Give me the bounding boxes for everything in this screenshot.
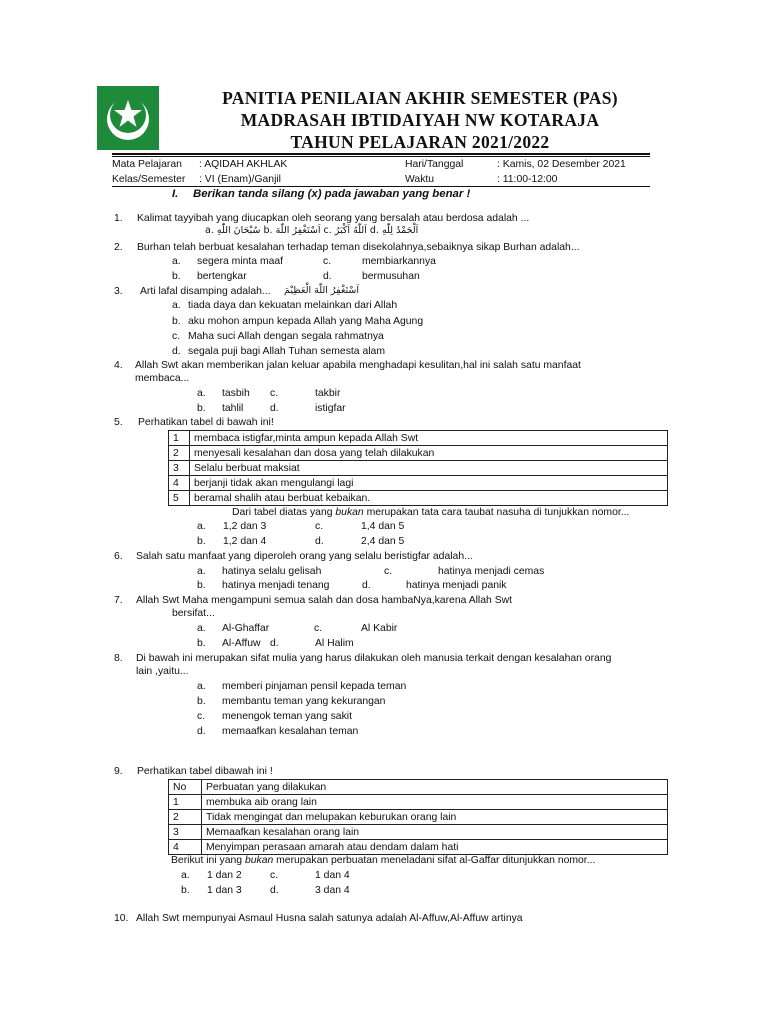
- q7-d-text: Al Halim: [315, 638, 354, 649]
- q3-d-text: segala puji bagi Allah Tuhan semesta alam: [188, 346, 385, 357]
- table-cell-text: Selalu berbuat maksiat: [190, 461, 668, 476]
- table-row: [169, 810, 668, 825]
- table-cell-text: Memaafkan kesalahan orang lain: [202, 825, 668, 840]
- kelas-value: : VI (Enam)/Ganjil: [199, 174, 281, 185]
- section-number: I.: [172, 188, 179, 200]
- q5-text: Perhatikan tabel di bawah ini!: [138, 417, 274, 428]
- mapel-value: : AQIDAH AKHLAK: [199, 159, 288, 170]
- q9-a-label: a.: [181, 870, 190, 881]
- q2-number: 2.: [114, 242, 123, 253]
- hari-label: Hari/Tanggal: [405, 159, 464, 170]
- header-rule-top: [112, 153, 650, 155]
- q4-a-label: a.: [197, 388, 206, 399]
- q5-table: [168, 430, 668, 506]
- q5-b-label: b.: [197, 536, 206, 547]
- q5-d-text: 2,4 dan 5: [361, 536, 405, 547]
- table-cell-no: 1: [169, 431, 190, 446]
- q7-c-label: c.: [314, 623, 323, 634]
- waktu-value: : 11:00-12:00: [497, 174, 558, 185]
- q8-b-text: membantu teman yang kekurangan: [222, 696, 386, 707]
- q6-d-label: d.: [362, 580, 371, 591]
- q4-number: 4.: [114, 360, 123, 371]
- q10-text: Allah Swt mempunyai Asmaul Husna salah satunya adalah Al-Affuw,Al-Affuw artinya: [136, 913, 523, 924]
- q8-d-text: memaafkan kesalahan teman: [222, 726, 359, 737]
- q9-c-label: c.: [270, 870, 279, 881]
- table-cell-no: 2: [169, 810, 202, 825]
- q7-text-2: bersifat...: [172, 608, 215, 619]
- q8-d-label: d.: [197, 726, 206, 737]
- q2-text: Burhan telah berbuat kesalahan terhadap teman disekolahnya,sebaiknya sikap Burhan adalah...: [137, 242, 580, 253]
- q9-c-text: 1 dan 4: [315, 870, 350, 881]
- q3-arabic: اَسْتَغْفِرُ اللّٰهَ الْعَظِيْمَ: [284, 285, 360, 296]
- table-row: [169, 795, 668, 810]
- table-row: [169, 825, 668, 840]
- q4-b-text: tahlil: [222, 403, 244, 414]
- q7-number: 7.: [114, 595, 123, 606]
- q1-number: 1.: [114, 213, 123, 224]
- table-cell-no: 3: [169, 461, 190, 476]
- q4-c-text: takbir: [315, 388, 341, 399]
- q5-c-text: 1,4 dan 5: [361, 521, 405, 532]
- q9-after-pre: Berikut ini yang: [171, 855, 245, 866]
- q9-d-label: d.: [270, 885, 279, 896]
- q3-number: 3.: [114, 286, 123, 297]
- q6-text: Salah satu manfaat yang diperoleh orang yang selalu beristigfar adalah...: [136, 551, 473, 562]
- q8-c-label: c.: [197, 711, 206, 722]
- table-cell-text: membaca istigfar,minta ampun kepada Allah Swt: [190, 431, 668, 446]
- q3-b-label: b.: [172, 316, 181, 327]
- q2-c-text: membiarkannya: [362, 256, 436, 267]
- header-line-3: TAHUN PELAJARAN 2021/2022: [290, 132, 550, 152]
- table-cell-text: beramal shalih atau berbuat kebaikan.: [190, 491, 668, 506]
- q6-b-label: b.: [197, 580, 206, 591]
- q5-number: 5.: [114, 417, 123, 428]
- table-cell-text: Menyimpan perasaan amarah atau dendam dalam hati: [202, 840, 668, 855]
- q7-c-text: Al Kabir: [361, 623, 398, 634]
- q7-d-label: d.: [270, 638, 279, 649]
- q6-c-text: hatinya menjadi cemas: [438, 566, 545, 577]
- table-header-text: Perbuatan yang dilakukan: [202, 780, 668, 795]
- section-instruction: Berikan tanda silang (x) pada jawaban yang benar !: [193, 188, 471, 200]
- table-cell-text: Tidak mengingat dan melupakan keburukan orang lain: [202, 810, 668, 825]
- table-cell-text: membuka aib orang lain: [202, 795, 668, 810]
- mapel-label: Mata Pelajaran: [112, 159, 182, 170]
- info-rule: [112, 186, 650, 187]
- table-cell-no: 1: [169, 795, 202, 810]
- q2-d-label: d.: [323, 271, 332, 282]
- q4-text: Allah Swt akan memberikan jalan keluar apabila menghadapi kesulitan,hal ini salah satu manfaat: [135, 360, 581, 371]
- q9-after-post: merupakan perbuatan meneladani sifat al-Gaffar ditunjukkan nomor...: [273, 855, 596, 866]
- q3-c-text: Maha suci Allah dengan segala rahmatnya: [188, 331, 384, 342]
- q5-after-text: [232, 506, 629, 519]
- q8-c-text: menengok teman yang sakit: [222, 711, 352, 722]
- q8-b-label: b.: [197, 696, 206, 707]
- header-line-1: PANITIA PENILAIAN AKHIR SEMESTER (PAS): [222, 88, 618, 108]
- q1-options: a. سُبْحَانَ اللّٰهِ b. اَسْتَغْفِرُ اللّٰهَ c. اَللّٰهُ اَكْبَرُ d. اَلْحَمْدُ لِلّٰهِ: [205, 225, 419, 236]
- q9-text: Perhatikan tabel dibawah ini !: [137, 766, 273, 777]
- hari-value: : Kamis, 02 Desember 2021: [497, 159, 626, 170]
- table-cell-no: 5: [169, 491, 190, 506]
- table-cell-text: berjanji tidak akan mengulangi lagi: [190, 476, 668, 491]
- q7-b-label: b.: [197, 638, 206, 649]
- table-header-row: [169, 780, 668, 795]
- q8-text: Di bawah ini merupakan sifat mulia yang harus dilakukan oleh manusia terkait dengan kesalahan orang: [136, 653, 612, 664]
- q3-c-label: c.: [172, 331, 181, 342]
- table-row: [169, 840, 668, 855]
- table-cell-no: 2: [169, 446, 190, 461]
- q8-a-label: a.: [197, 681, 206, 692]
- q6-c-label: c.: [384, 566, 393, 577]
- q5-a-label: a.: [197, 521, 206, 532]
- table-row: [169, 491, 668, 506]
- q3-a-text: tiada daya dan kekuatan melainkan dari Allah: [188, 300, 398, 311]
- q5-b-text: 1,2 dan 4: [223, 536, 267, 547]
- table-row: [169, 476, 668, 491]
- table-header-no: No: [169, 780, 202, 795]
- q4-a-text: tasbih: [222, 388, 250, 399]
- q3-text: Arti lafal disamping adalah...: [140, 286, 271, 297]
- q3-d-label: d.: [172, 346, 181, 357]
- table-cell-no: 4: [169, 476, 190, 491]
- kelas-label: Kelas/Semester: [112, 174, 186, 185]
- table-cell-text: menyesali kesalahan dan dosa yang telah dilakukan: [190, 446, 668, 461]
- q2-a-text: segera minta maaf: [197, 256, 284, 267]
- q4-c-label: c.: [270, 388, 279, 399]
- q3-b-text: aku mohon ampun kepada Allah yang Maha Agung: [188, 316, 424, 327]
- q9-d-text: 3 dan 4: [315, 885, 350, 896]
- q5-d-label: d.: [315, 536, 324, 547]
- q10-number: 10.: [114, 913, 129, 924]
- q4-b-label: b.: [197, 403, 206, 414]
- q2-b-text: bertengkar: [197, 271, 247, 282]
- table-cell-no: 4: [169, 840, 202, 855]
- q5-a-text: 1,2 dan 3: [223, 521, 267, 532]
- q3-a-label: a.: [172, 300, 181, 311]
- q2-c-label: c.: [323, 256, 332, 267]
- q9-b-label: b.: [181, 885, 190, 896]
- q8-text-2: lain ,yaitu...: [136, 666, 189, 677]
- q5-after-post: merupakan tata cara taubat nasuha di tunjukkan nomor...: [363, 507, 630, 518]
- q9-number: 9.: [114, 766, 123, 777]
- q6-d-text: hatinya menjadi panik: [406, 580, 507, 591]
- waktu-label: Waktu: [405, 174, 435, 185]
- header-rule-top-thin: [112, 156, 650, 157]
- table-row: [169, 431, 668, 446]
- q9-after-em: bukan: [244, 855, 274, 866]
- table-cell-no: 3: [169, 825, 202, 840]
- q7-a-label: a.: [197, 623, 206, 634]
- q4-d-text: istigfar: [315, 403, 346, 414]
- table-row: [169, 446, 668, 461]
- q4-d-label: d.: [270, 403, 279, 414]
- header-line-2: MADRASAH IBTIDAIYAH NW KOTARAJA: [240, 110, 600, 130]
- q2-d-text: bermusuhan: [362, 271, 420, 282]
- table-row: [169, 461, 668, 476]
- q6-b-text: hatinya menjadi tenang: [222, 580, 330, 591]
- q9-b-text: 1 dan 3: [207, 885, 242, 896]
- q1-text: Kalimat tayyibah yang diucapkan oleh seorang yang bersalah atau berdosa adalah ...: [137, 213, 530, 224]
- q4-text-2: membaca...: [135, 373, 190, 384]
- q5-after-em: bukan: [335, 507, 364, 518]
- q5-after-pre: Dari tabel diatas yang: [232, 507, 336, 518]
- q7-a-text: Al-Ghaffar: [222, 623, 270, 634]
- q6-a-text: hatinya selalu gelisah: [222, 566, 322, 577]
- q7-b-text: Al-Affuw: [222, 638, 261, 649]
- q7-text: Allah Swt Maha mengampuni semua salah dan dosa hambaNya,karena Allah Swt: [136, 595, 513, 606]
- q6-a-label: a.: [197, 566, 206, 577]
- q9-table: [168, 779, 668, 855]
- q8-a-text: memberi pinjaman pensil kepada teman: [222, 681, 407, 692]
- q9-after-text: [171, 854, 595, 867]
- q9-a-text: 1 dan 2: [207, 870, 242, 881]
- q8-number: 8.: [114, 653, 123, 664]
- q6-number: 6.: [114, 551, 123, 562]
- q2-a-label: a.: [172, 256, 181, 267]
- q5-c-label: c.: [315, 521, 324, 532]
- q2-b-label: b.: [172, 271, 181, 282]
